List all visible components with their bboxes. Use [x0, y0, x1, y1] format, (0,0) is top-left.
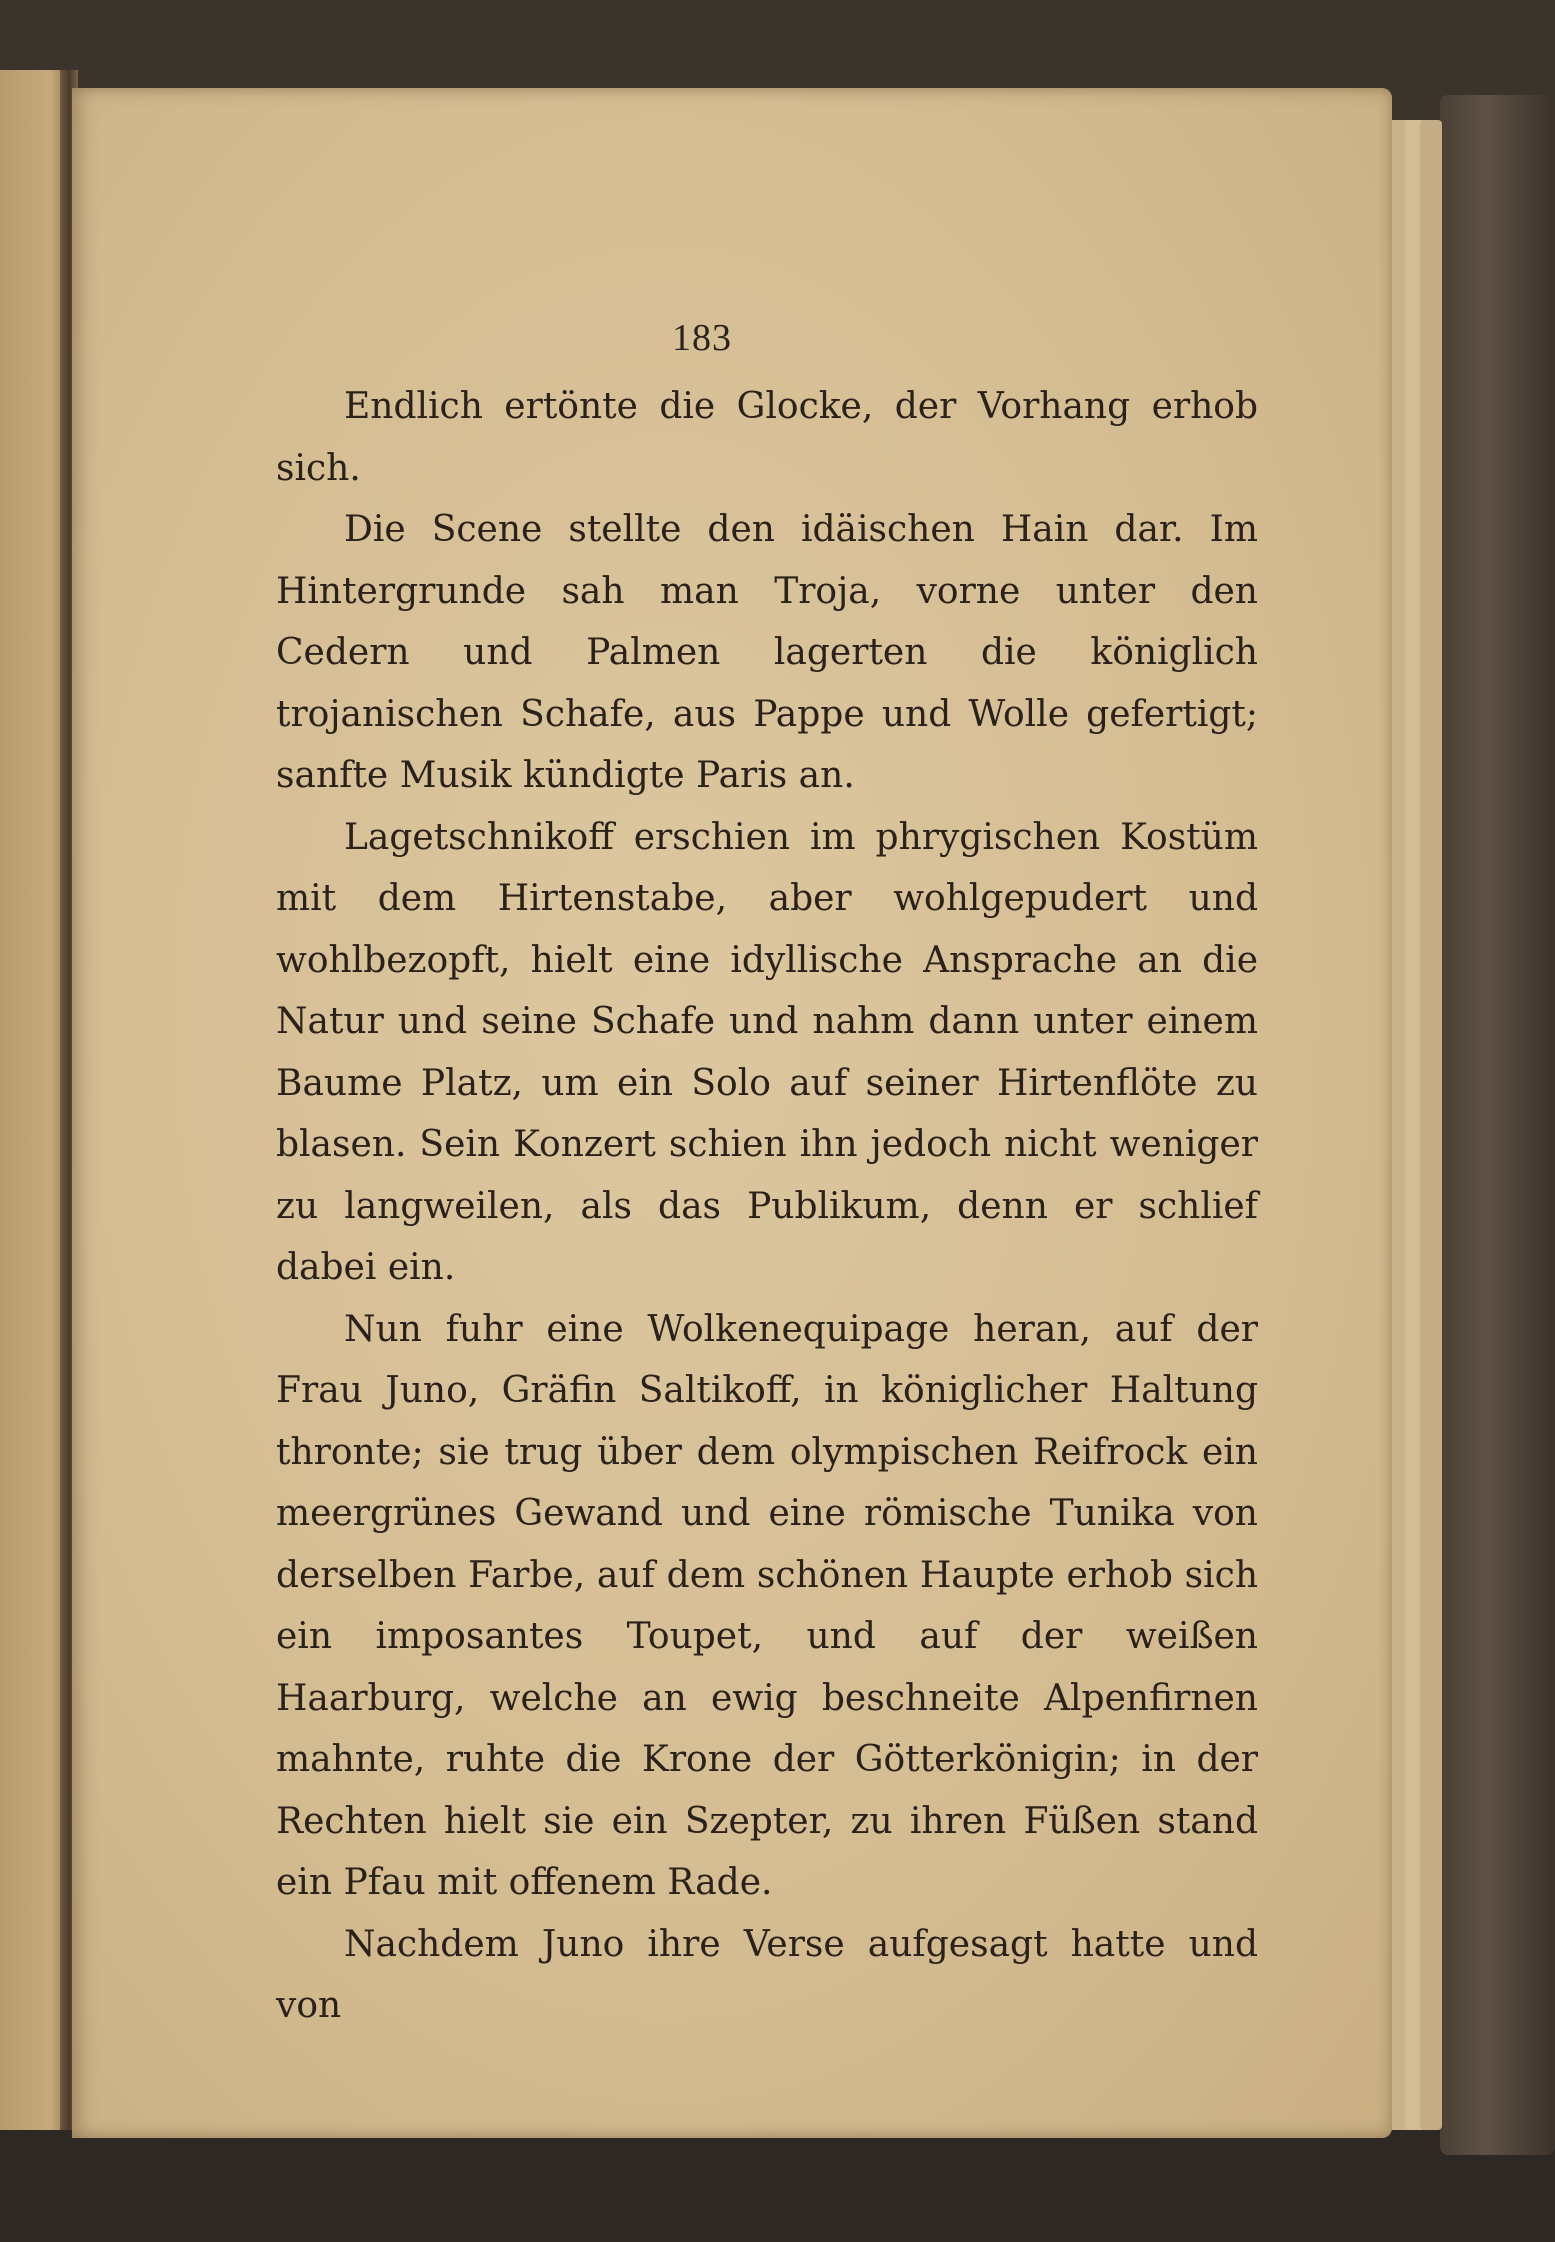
paragraph: Lagetschnikoff erschien im phrygischen Kostüm mit dem Hirtenstabe, aber wohlgepudert und wohlbezopft, hielt eine idyllische Ansprache an die Natur und seine Schafe und nahm dann unter einem Baume Platz, um ein Solo auf seiner Hirtenflöte zu blasen. Sein Konzert schien ihn jedoch nicht weniger zu langweilen, als das Publikum, denn er schlief dabei ein. — [276, 816, 1258, 1288]
paragraph: Nachdem Juno ihre Verse aufgesagt hatte und von — [276, 1923, 1258, 2026]
page-stack-edge — [1420, 120, 1442, 2130]
page-number: 183 — [672, 317, 732, 359]
paragraph: Endlich ertönte die Glocke, der Vorhang erhob sich. — [276, 386, 1258, 489]
book-page — [72, 88, 1392, 2138]
paragraph: Nun fuhr eine Wolkenequipage heran, auf der Frau Juno, Gräfin Saltikoff, in königlicher Haltung thronte; sie trug über dem olympischen Reifrock ein meergrünes Gewand und eine römische Tunika von derselben Farbe, auf dem schönen Haupte erhob sich ein imposantes Toupet, und auf der weißen Haarburg, welche an ewig beschneite Alpenfirnen mahnte, ruhte die Krone der Götterkönigin; in der Rechten hielt sie ein Szepter, zu ihren Füßen stand ein Pfau mit offenem Rade. — [276, 1308, 1258, 1903]
page-text — [276, 376, 1258, 2037]
book-cover-edge — [1440, 95, 1555, 2155]
paragraph: Die Scene stellte den idäischen Hain dar. Im Hintergrunde sah man Troja, vorne unter den Cedern und Palmen lagerten die königlich trojanischen Schafe, aus Pappe und Wolle gefertigt; sanfte Musik kündigte Paris an. — [276, 509, 1258, 796]
